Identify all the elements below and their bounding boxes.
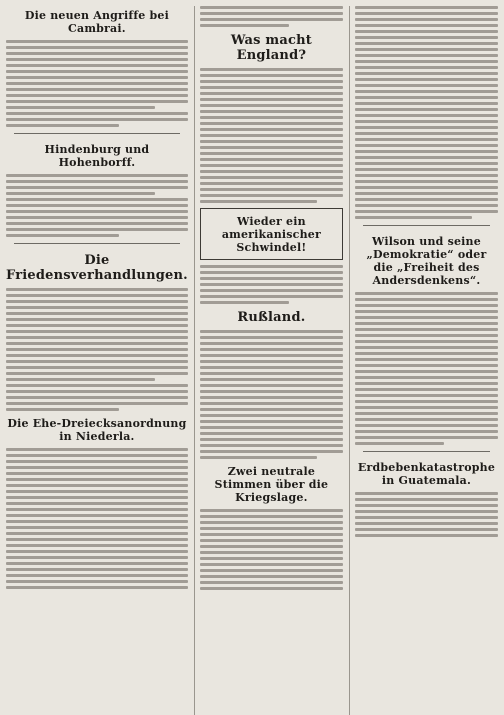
headline-ehe-dreieck: Die Ehe-Dreiecksanordnung in Niederla. — [7, 417, 187, 443]
divider — [14, 133, 180, 134]
headline-england: Was macht England? — [230, 33, 312, 63]
article-friedensverhandlungen-text — [6, 288, 188, 411]
article-ehe-dreieck-text — [6, 448, 188, 589]
article-russland-text — [200, 330, 343, 459]
article-cambrai-text — [6, 40, 188, 127]
article-wilson-text — [355, 292, 498, 445]
article-continued-text — [355, 6, 498, 219]
headline-cambrai: Die neuen Angriffe bei Cambrai. — [24, 9, 169, 35]
headline-friedensverhandlungen: Die Friedensverhandlungen. — [6, 253, 188, 283]
headline-erdbeben-guatemala: Erdbebenkatastrophe in Guatemala. — [357, 461, 496, 487]
boxed-headline — [200, 208, 343, 260]
article-top-text — [200, 6, 343, 27]
headline-amerikanischer-schwindel: Wieder ein amerikanischer Schwindel! — [221, 215, 321, 254]
divider — [363, 451, 490, 452]
headline-russland: Rußland. — [237, 310, 306, 325]
article-schwindel-text — [200, 265, 343, 304]
headline-neutrale-stimmen: Zwei neutrale Stimmen über die Kriegslage. — [214, 465, 329, 504]
article-hindenburg-text — [6, 174, 188, 237]
divider — [14, 243, 180, 244]
column-right — [349, 6, 498, 715]
headline-wilson-demokratie: Wilson und seine „Demokratie“ oder die „Freiheit des Andersdenkens“. — [366, 235, 487, 287]
article-neutrale-stimmen-text — [200, 509, 343, 590]
column-left — [6, 6, 188, 715]
columns — [6, 6, 498, 715]
article-england-text — [200, 68, 343, 203]
column-middle — [194, 6, 343, 715]
headline-hindenburg: Hindenburg und Hohenborff. — [44, 143, 150, 169]
divider — [363, 225, 490, 226]
article-erdbeben-text — [355, 492, 498, 537]
